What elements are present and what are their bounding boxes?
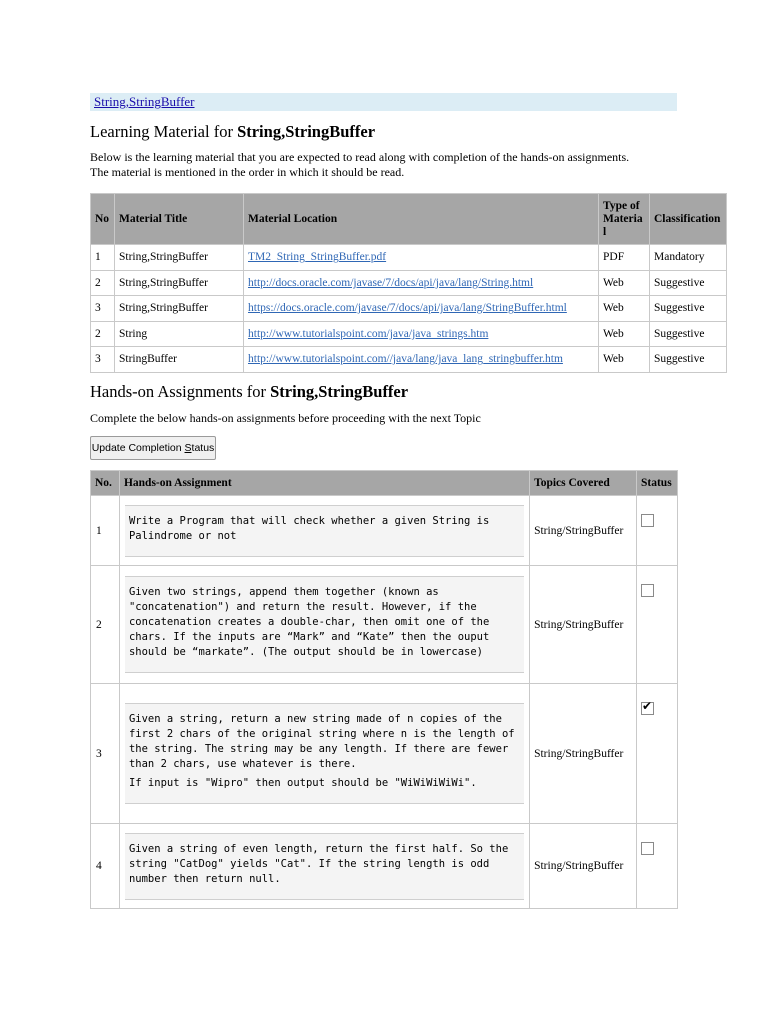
col-status: Status: [637, 471, 678, 496]
assignment-text: [125, 833, 524, 900]
button-label-prefix: Update Completion: [91, 442, 185, 454]
assignment-paragraph: Given a string, return a new string made of n copies of the first 2 chars of the original string where n is the length of the string. The string may be any length. If there are fewer than 2 chars, use whatever is there.: [128, 713, 515, 770]
type-cell: Web: [599, 296, 650, 322]
table-row: [91, 566, 678, 684]
status-cell: [637, 566, 678, 684]
status-checkbox[interactable]: [641, 842, 654, 855]
learning-material-heading: [90, 122, 375, 142]
button-label-suffix: tatus: [191, 442, 215, 454]
type-cell: Web: [599, 321, 650, 347]
learning-material-rows: [91, 245, 727, 373]
hands-heading-topic: String,StringBuffer: [270, 382, 409, 401]
assignment-text: [125, 505, 524, 557]
classification-cell: Suggestive: [650, 347, 727, 373]
material-location-link[interactable]: http://docs.oracle.com/javase/7/docs/api/java/lang/String.html: [248, 276, 534, 289]
assignment-text: [125, 703, 524, 804]
no-cell: 1: [91, 496, 120, 566]
col-type: Type of Materia l: [599, 194, 650, 245]
location-cell: [244, 270, 599, 296]
col-no: No.: [91, 471, 120, 496]
hands-heading-prefix: Hands-on Assignments for: [90, 382, 271, 401]
location-cell: [244, 245, 599, 271]
hands-on-table: [90, 470, 678, 909]
status-checkbox[interactable]: [641, 514, 654, 527]
topics-covered-cell: String/StringBuffer: [530, 566, 637, 684]
table-row: [91, 270, 727, 296]
learning-material-table: [90, 193, 727, 373]
col-classification: Classification: [650, 194, 727, 245]
material-location-link[interactable]: https://docs.oracle.com/javase/7/docs/api/java/lang/StringBuffer.html: [248, 302, 567, 315]
table-row: [91, 684, 678, 824]
no-cell: 3: [91, 684, 120, 824]
assignment-text: [125, 576, 524, 673]
button-label-accesskey: S: [184, 442, 192, 454]
hands-on-heading: [90, 382, 408, 402]
col-assignment: Hands-on Assignment: [119, 471, 529, 496]
title-cell: String,StringBuffer: [115, 270, 244, 296]
no-cell: 4: [91, 824, 120, 909]
breadcrumb: [90, 93, 677, 111]
material-location-link[interactable]: TM2_String_StringBuffer.pdf: [248, 251, 387, 264]
table-row: [91, 347, 727, 373]
update-completion-status-button[interactable]: [90, 436, 216, 460]
assignment-cell: [119, 824, 529, 909]
table-header-row: [91, 194, 727, 245]
location-cell: [244, 347, 599, 373]
learning-intro: Below is the learning material that you are expected to read along with completion of the hands-on assignments. The material is mentioned in the order in which it should be read.: [90, 150, 630, 179]
type-cell: Web: [599, 270, 650, 296]
table-row: [91, 496, 678, 566]
no-cell: 1: [91, 245, 115, 271]
classification-cell: Suggestive: [650, 321, 727, 347]
assignment-cell: [119, 566, 529, 684]
no-cell: 2: [91, 566, 120, 684]
no-cell: 2: [91, 321, 115, 347]
topics-covered-cell: String/StringBuffer: [530, 824, 637, 909]
title-cell: StringBuffer: [115, 347, 244, 373]
table-row: [91, 296, 727, 322]
material-location-link[interactable]: http://www.tutorialspoint.com/java/java_strings.htm: [248, 327, 489, 340]
status-cell: [637, 824, 678, 909]
hands-on-rows: [91, 496, 678, 909]
assignment-cell: [119, 684, 529, 824]
assignment-paragraph: Write a Program that will check whether a given String is Palindrome or not: [128, 514, 490, 542]
status-cell: [637, 684, 678, 824]
status-cell: [637, 496, 678, 566]
learning-heading-topic: String,StringBuffer: [237, 122, 376, 141]
classification-cell: Suggestive: [650, 270, 727, 296]
hands-on-intro: Complete the below hands-on assignments before proceeding with the next Topic: [90, 411, 481, 425]
checkmark-icon: ✔: [642, 699, 653, 713]
no-cell: 3: [91, 296, 115, 322]
title-cell: String,StringBuffer: [115, 245, 244, 271]
material-location-link[interactable]: http://www.tutorialspoint.com//java/lang/java_lang_stringbuffer.htm: [248, 353, 563, 366]
location-cell: [244, 321, 599, 347]
topics-covered-cell: String/StringBuffer: [530, 496, 637, 566]
topics-covered-cell: String/StringBuffer: [530, 684, 637, 824]
type-cell: Web: [599, 347, 650, 373]
assignment-cell: [119, 496, 529, 566]
no-cell: 2: [91, 270, 115, 296]
col-topics-covered: Topics Covered: [530, 471, 637, 496]
no-cell: 3: [91, 347, 115, 373]
col-material-title: Material Title: [115, 194, 244, 245]
col-no: No: [91, 194, 115, 245]
title-cell: String: [115, 321, 244, 347]
assignment-paragraph: If input is "Wipro" then output should be "WiWiWiWiWi".: [128, 777, 477, 789]
table-row: [91, 824, 678, 909]
status-checkbox[interactable]: [641, 699, 654, 715]
table-header-row: [91, 471, 678, 496]
classification-cell: Suggestive: [650, 296, 727, 322]
assignment-paragraph: Given a string of even length, return the first half. So the string "CatDog" yields "Cat". If the string length is odd number then return null.: [128, 842, 509, 885]
table-row: [91, 245, 727, 271]
title-cell: String,StringBuffer: [115, 296, 244, 322]
type-cell: PDF: [599, 245, 650, 271]
status-checkbox[interactable]: [641, 584, 654, 597]
assignment-paragraph: Given two strings, append them together (known as "concatenation") and return the result. However, if the concatenation creates a double-char, then omit one of the chars. If the inputs are “Mark” and “Kate” then the ouput should be “markate”. (The output should be in lowercase): [128, 586, 490, 658]
location-cell: [244, 296, 599, 322]
col-material-location: Material Location: [244, 194, 599, 245]
learning-heading-prefix: Learning Material for: [90, 122, 238, 141]
table-row: [91, 321, 727, 347]
classification-cell: Mandatory: [650, 245, 727, 271]
breadcrumb-link[interactable]: String,StringBuffer: [94, 94, 195, 109]
